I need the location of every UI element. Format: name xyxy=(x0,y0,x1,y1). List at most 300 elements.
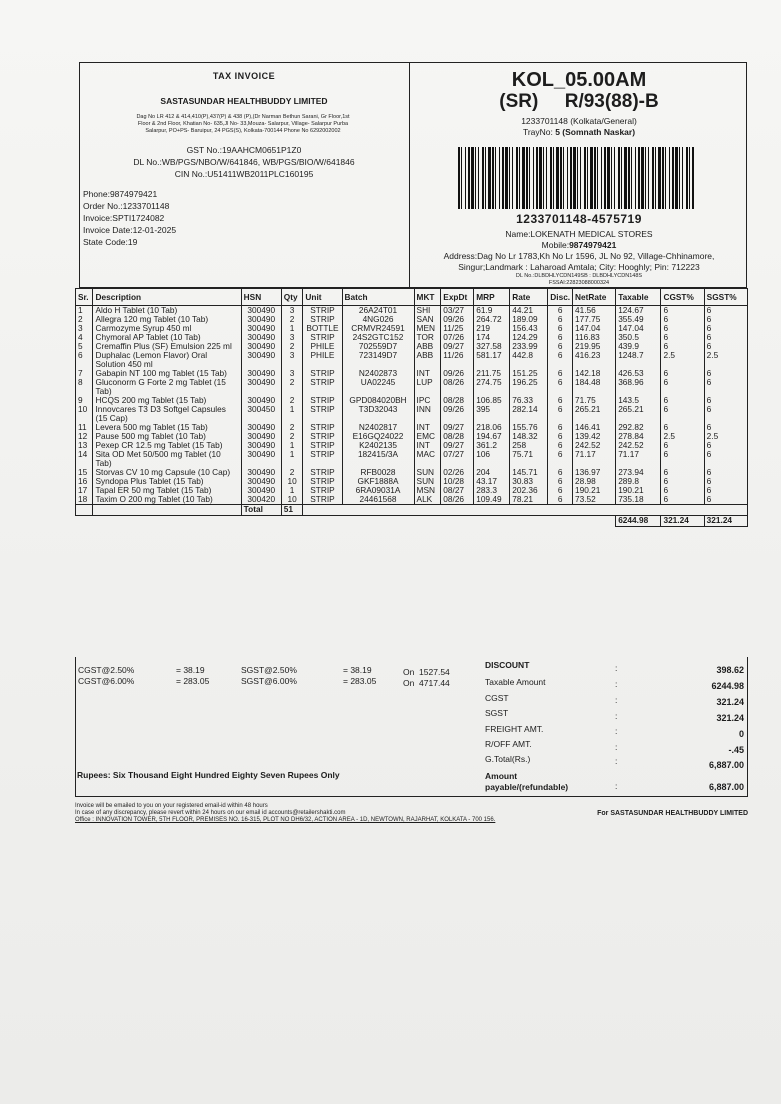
cell-rate: 76.33 xyxy=(510,396,548,405)
cell-expiry: 09/27 xyxy=(441,342,474,351)
total-label: Total xyxy=(241,505,281,516)
cell-description: Levera 500 mg Tablet (15 Tab) xyxy=(93,423,241,432)
cell-sgst-percent: 2.5 xyxy=(704,351,747,369)
barcode-bar xyxy=(675,147,678,209)
cell-sr: 6 xyxy=(76,351,93,369)
cell-qty: 2 xyxy=(281,468,303,477)
route-code: KOL_05.00AM xyxy=(511,69,647,91)
customer-fssai: FSSAI:22823088000324 xyxy=(548,280,610,286)
barcode-number: 1233701148-4575719 xyxy=(516,212,642,226)
cell-net-rate: 41.56 xyxy=(572,306,615,316)
cell-hsn: 300490 xyxy=(241,441,281,450)
cell-net-rate: 177.75 xyxy=(572,315,615,324)
amount-payable-value: 6,887.00 xyxy=(708,782,744,792)
cell-net-rate: 28.98 xyxy=(572,477,615,486)
cell-discount: 6 xyxy=(548,432,573,441)
cell-discount: 6 xyxy=(548,333,573,342)
cell-cgst-percent: 6 xyxy=(661,306,704,316)
cell-description: Sita OD Met 50/500 mg Tablet (10 Tab) xyxy=(93,450,241,468)
cell-cgst-percent: 6 xyxy=(661,342,704,351)
barcode-bar xyxy=(645,147,646,209)
barcode-bar xyxy=(587,147,588,209)
cell-sr: 1 xyxy=(76,306,93,316)
cell-net-rate: 73.52 xyxy=(572,495,615,505)
barcode-bar xyxy=(533,147,534,209)
cell-discount: 6 xyxy=(548,441,573,450)
cell-qty: 1 xyxy=(281,405,303,423)
cell-sr: 3 xyxy=(76,324,93,333)
cell-net-rate: 142.18 xyxy=(572,369,615,378)
cell-sgst-percent: 6 xyxy=(704,342,747,351)
cell-sgst-percent: 6 xyxy=(704,396,747,405)
items-table xyxy=(75,288,748,527)
barcode-bar xyxy=(614,147,615,209)
barcode-bar xyxy=(543,147,544,209)
cell-net-rate: 242.52 xyxy=(572,441,615,450)
cell-hsn: 300490 xyxy=(241,378,281,396)
barcode-bar xyxy=(580,147,581,209)
invoice-date: Invoice Date:12-01-2025 xyxy=(83,225,177,235)
sgst-label: SGST xyxy=(485,708,509,718)
barcode-bar xyxy=(665,147,666,209)
colon: : xyxy=(615,679,618,689)
colon: : xyxy=(615,663,618,673)
cell-cgst-percent: 6 xyxy=(661,486,704,495)
cell-expiry: 07/26 xyxy=(441,333,474,342)
cell-expiry: 03/27 xyxy=(441,306,474,316)
barcode-bar xyxy=(689,147,690,209)
cell-net-rate: 71.75 xyxy=(572,396,615,405)
cell-qty: 3 xyxy=(281,369,303,378)
dl-number: DL No.:WB/PGS/NBO/W/641846, WB/PGS/BIO/W/641846 xyxy=(133,157,355,167)
cell-unit: STRIP xyxy=(303,477,342,486)
cell-rate: 78.21 xyxy=(510,495,548,505)
cell-net-rate: 146.41 xyxy=(572,423,615,432)
cell-mkt: EMC xyxy=(414,432,441,441)
cell-mkt: SAN xyxy=(414,315,441,324)
cell-batch: 24S2GTC152 xyxy=(342,333,414,342)
sgst-value: 321.24 xyxy=(716,713,744,723)
barcode-bar xyxy=(635,147,636,209)
cell-mkt: LUP xyxy=(414,378,441,396)
cell-batch: 24461568 xyxy=(342,495,414,505)
cell-expiry: 07/27 xyxy=(441,450,474,468)
cell-sgst-percent: 6 xyxy=(704,333,747,342)
cell-rate: 202.36 xyxy=(510,486,548,495)
cell-expiry: 09/26 xyxy=(441,405,474,423)
cell-sr: 18 xyxy=(76,495,93,505)
barcode-bar xyxy=(536,147,538,209)
cell-cgst-percent: 6 xyxy=(661,324,704,333)
cell-discount: 6 xyxy=(548,477,573,486)
cell-mkt: MSN xyxy=(414,486,441,495)
cell-discount: 6 xyxy=(548,378,573,396)
cell-unit: STRIP xyxy=(303,450,342,468)
cell-expiry: 08/27 xyxy=(441,486,474,495)
cell-discount: 6 xyxy=(548,423,573,432)
cell-sr: 17 xyxy=(76,486,93,495)
cell-sgst-percent: 6 xyxy=(704,468,747,477)
tray-number: TrayNo: 5 (Somnath Naskar) xyxy=(522,127,636,137)
cell-hsn: 300420 xyxy=(241,495,281,505)
sgst-6-label: SGST@6.00% xyxy=(241,676,297,686)
grand-total-value: 6,887.00 xyxy=(708,760,744,770)
colon: : xyxy=(615,711,618,721)
invoice-number: Invoice:SPTI1724082 xyxy=(83,213,165,223)
cell-mkt: MAC xyxy=(414,450,441,468)
state-code: State Code:19 xyxy=(83,237,138,247)
cell-rate: 75.71 xyxy=(510,450,548,468)
cell-unit: STRIP xyxy=(303,423,342,432)
barcode-bar xyxy=(471,147,474,209)
cell-expiry: 11/25 xyxy=(441,324,474,333)
cell-qty: 10 xyxy=(281,477,303,486)
cell-hsn: 300450 xyxy=(241,405,281,423)
cell-qty: 3 xyxy=(281,333,303,342)
cell-sgst-percent: 6 xyxy=(704,486,747,495)
gst-number: GST No.:19AAHCM0651P1Z0 xyxy=(186,145,302,155)
seller-details xyxy=(80,63,408,287)
barcode-bar xyxy=(546,147,547,209)
cell-unit: STRIP xyxy=(303,369,342,378)
cell-qty: 2 xyxy=(281,423,303,432)
footer-email-note: Invoice will be emailed to you on your registered email-id within 48 hours xyxy=(75,803,268,809)
column-header-qty: Qty xyxy=(281,289,303,306)
cgst-25-label: CGST@2.50% xyxy=(78,665,135,675)
customer-address-line1: Address:Dag No Lr 1783,Kh No Lr 1596, JL No 92, Village-Chhinamore, xyxy=(443,251,715,261)
cell-description: Allegra 120 mg Tablet (10 Tab) xyxy=(93,315,241,324)
cell-taxable: 242.52 xyxy=(616,441,661,450)
cell-cgst-percent: 6 xyxy=(661,441,704,450)
cgst-label: CGST xyxy=(485,693,509,703)
barcode-bar xyxy=(641,147,644,209)
barcode-bar xyxy=(648,147,649,209)
taxable-on-6: On 4717.44 xyxy=(403,678,450,688)
barcode-bar xyxy=(638,147,640,209)
taxable-amount-label: Taxable Amount xyxy=(485,677,546,687)
order-number: Order No.:1233701148 xyxy=(83,201,170,211)
column-header-description: Description xyxy=(93,289,241,306)
barcode-bar xyxy=(478,147,479,209)
company-address: Dag No LR 412 & 414,410(P),437(P) & 438 (P),(Dr Narman Bethun Sarani, Gr Floor,1st Floor & 2nd Floor, Khatian No- 635,Jl No- 33,Mouza- Salarpur, Village- Salarpur Purba Salarpur, PO+PS- Baruipur, 24 PGS(S), Kolkata-700144 Phone No 6292002002 xyxy=(136,114,350,134)
cgst-6-label: CGST@6.00% xyxy=(78,676,135,686)
cell-rate: 233.99 xyxy=(510,342,548,351)
cell-sr: 7 xyxy=(76,369,93,378)
cell-rate: 44.21 xyxy=(510,306,548,316)
column-header-net-rate: NetRate xyxy=(572,289,615,306)
cell-sr: 2 xyxy=(76,315,93,324)
cell-hsn: 300490 xyxy=(241,333,281,342)
cgst-6-value: = 283.05 xyxy=(176,676,210,686)
barcode-bar xyxy=(495,147,496,209)
round-off-value: -.45 xyxy=(728,745,744,755)
barcode-bar xyxy=(556,147,559,209)
cell-taxable: 1248.7 xyxy=(616,351,661,369)
cell-batch: 6RA09031A xyxy=(342,486,414,495)
cell-rate: 258 xyxy=(510,441,548,450)
customer-mobile: Mobile:9874979421 xyxy=(541,240,617,250)
table-row xyxy=(76,351,748,369)
barcode-bar xyxy=(628,147,630,209)
column-header-cgst-percent: CGST% xyxy=(661,289,704,306)
for-company: For SASTASUNDAR HEALTHBUDDY LIMITED xyxy=(597,810,748,817)
cell-sr: 16 xyxy=(76,477,93,486)
table-row xyxy=(76,450,748,468)
barcode-bar xyxy=(509,147,510,209)
cell-batch: K2402135 xyxy=(342,441,414,450)
table-row xyxy=(76,378,748,396)
colon: : xyxy=(615,695,618,705)
cell-unit: STRIP xyxy=(303,432,342,441)
colon: : xyxy=(615,742,618,752)
cell-mkt: SHI xyxy=(414,306,441,316)
customer-name: Name:LOKENATH MEDICAL STORES xyxy=(505,229,653,239)
barcode-bar xyxy=(502,147,504,209)
barcode-bar xyxy=(597,147,598,209)
cell-description: Chymoral AP Tablet (10 Tab) xyxy=(93,333,241,342)
cell-net-rate: 265.21 xyxy=(572,405,615,423)
discount-label: DISCOUNT xyxy=(485,660,530,670)
barcode-bar xyxy=(499,147,500,209)
cell-sgst-percent: 2.5 xyxy=(704,432,747,441)
cell-unit: STRIP xyxy=(303,396,342,405)
cell-sgst-percent: 6 xyxy=(704,405,747,423)
cell-discount: 6 xyxy=(548,306,573,316)
cell-expiry: 09/27 xyxy=(441,441,474,450)
cell-sgst-percent: 6 xyxy=(704,441,747,450)
column-header-taxable: Taxable xyxy=(616,289,661,306)
cell-discount: 6 xyxy=(548,495,573,505)
cell-sr: 14 xyxy=(76,450,93,468)
cell-description: Pause 500 mg Tablet (10 Tab) xyxy=(93,432,241,441)
cell-unit: STRIP xyxy=(303,315,342,324)
cell-sr: 5 xyxy=(76,342,93,351)
barcode-bar xyxy=(550,147,552,209)
cell-sr: 12 xyxy=(76,432,93,441)
cell-hsn: 300490 xyxy=(241,396,281,405)
barcode-bar xyxy=(594,147,596,209)
cell-taxable: 124.67 xyxy=(616,306,661,316)
barcode-bar xyxy=(682,147,683,209)
cin-number: CIN No.:U51411WB2011PLC160195 xyxy=(174,169,314,179)
colon: : xyxy=(615,726,618,736)
grand-cgst: 321.24 xyxy=(661,516,704,527)
barcode-bar xyxy=(624,147,627,209)
barcode-bar xyxy=(584,147,586,209)
cell-mrp: 174 xyxy=(474,333,510,342)
cell-qty: 1 xyxy=(281,486,303,495)
cell-rate: 124.29 xyxy=(510,333,548,342)
cell-cgst-percent: 6 xyxy=(661,477,704,486)
discount-value: 398.62 xyxy=(716,665,744,675)
barcode-bar xyxy=(621,147,622,209)
cell-hsn: 300490 xyxy=(241,450,281,468)
cell-batch: 26A24T01 xyxy=(342,306,414,316)
cell-mrp: 106 xyxy=(474,450,510,468)
table-row xyxy=(76,495,748,505)
cell-hsn: 300490 xyxy=(241,342,281,351)
cell-expiry: 08/26 xyxy=(441,378,474,396)
cell-unit: STRIP xyxy=(303,378,342,396)
column-header-batch: Batch xyxy=(342,289,414,306)
cell-mkt: TOR xyxy=(414,333,441,342)
barcode-bar xyxy=(492,147,494,209)
footer-office-address: Office : INNOVATION TOWER, 5TH FLOOR, PREMISES NO. 16-315, PLOT NO DH6/32, ACTION AREA - 1D, NEWTOWN, RAJARHAT, KOLKATA - 700 156. xyxy=(75,817,496,823)
grand-sgst: 321.24 xyxy=(704,516,747,527)
barcode-bar xyxy=(560,147,562,209)
cell-expiry: 11/26 xyxy=(441,351,474,369)
cell-discount: 6 xyxy=(548,342,573,351)
cell-net-rate: 190.21 xyxy=(572,486,615,495)
cell-sgst-percent: 6 xyxy=(704,324,747,333)
cgst-value: 321.24 xyxy=(716,697,744,707)
sgst-25-value: = 38.19 xyxy=(343,665,372,675)
cell-rate: 189.09 xyxy=(510,315,548,324)
cell-mrp: 204 xyxy=(474,468,510,477)
cell-cgst-percent: 6 xyxy=(661,369,704,378)
cell-mrp: 106.85 xyxy=(474,396,510,405)
cell-sgst-percent: 6 xyxy=(704,369,747,378)
cell-discount: 6 xyxy=(548,396,573,405)
barcode xyxy=(458,147,694,209)
cell-net-rate: 184.48 xyxy=(572,378,615,396)
barcode-bar xyxy=(658,147,661,209)
cell-discount: 6 xyxy=(548,315,573,324)
barcode-bar xyxy=(686,147,688,209)
barcode-bar xyxy=(505,147,508,209)
cell-unit: STRIP xyxy=(303,495,342,505)
shipping-label xyxy=(409,63,748,287)
table-body xyxy=(76,306,748,505)
cell-unit: STRIP xyxy=(303,441,342,450)
cell-mkt: ABB xyxy=(414,351,441,369)
cell-rate: 442.8 xyxy=(510,351,548,369)
table-header-row xyxy=(76,289,748,306)
round-off-label: R/OFF AMT. xyxy=(485,739,532,749)
phone: Phone:9874979421 xyxy=(83,189,158,199)
document-title: TAX INVOICE xyxy=(212,71,276,81)
freight-label: FREIGHT AMT. xyxy=(485,724,544,734)
amount-payable-label-2: payable/(refundable) xyxy=(485,782,569,792)
column-header-unit: Unit xyxy=(303,289,342,306)
cell-sgst-percent: 6 xyxy=(704,378,747,396)
cell-rate: 156.43 xyxy=(510,324,548,333)
barcode-bar xyxy=(529,147,530,209)
cell-batch: N2402817 xyxy=(342,423,414,432)
table-row xyxy=(76,405,748,423)
cell-taxable: 426.53 xyxy=(616,369,661,378)
sgst-6-value: = 283.05 xyxy=(343,676,377,686)
cell-rate: 282.14 xyxy=(510,405,548,423)
cell-expiry: 08/28 xyxy=(441,432,474,441)
cell-qty: 2 xyxy=(281,396,303,405)
cell-discount: 6 xyxy=(548,369,573,378)
barcode-bar xyxy=(468,147,470,209)
cell-rate: 196.25 xyxy=(510,378,548,396)
barcode-bar xyxy=(539,147,542,209)
barcode-bar xyxy=(601,147,602,209)
cell-hsn: 300490 xyxy=(241,468,281,477)
cell-taxable: 350.5 xyxy=(616,333,661,342)
footer-discrepancy-note: In case of any discrepancy, please revert within 24 hours on our email id accounts@retailershakti.com xyxy=(75,810,346,816)
cell-mrp: 395 xyxy=(474,405,510,423)
freight-value: 0 xyxy=(738,729,744,739)
cell-qty: 2 xyxy=(281,378,303,396)
barcode-bar xyxy=(553,147,554,209)
cell-expiry: 10/28 xyxy=(441,477,474,486)
cell-sgst-percent: 6 xyxy=(704,495,747,505)
cell-sr: 15 xyxy=(76,468,93,477)
cell-expiry: 08/28 xyxy=(441,396,474,405)
cell-hsn: 300490 xyxy=(241,315,281,324)
cell-mkt: ABB xyxy=(414,342,441,351)
cell-hsn: 300490 xyxy=(241,477,281,486)
cell-net-rate: 136.97 xyxy=(572,468,615,477)
cell-mrp: 194.67 xyxy=(474,432,510,441)
cell-mkt: SUN xyxy=(414,477,441,486)
cell-rate: 148.32 xyxy=(510,432,548,441)
cell-hsn: 300490 xyxy=(241,324,281,333)
cell-batch: GKF1888A xyxy=(342,477,414,486)
cell-sr: 4 xyxy=(76,333,93,342)
cell-hsn: 300490 xyxy=(241,351,281,369)
cell-mkt: ALK xyxy=(414,495,441,505)
cell-hsn: 300490 xyxy=(241,432,281,441)
barcode-bar xyxy=(512,147,513,209)
cell-mrp: 218.06 xyxy=(474,423,510,432)
column-header-sgst-percent: SGST% xyxy=(704,289,747,306)
cell-discount: 6 xyxy=(548,405,573,423)
cell-description: Aldo H Tablet (10 Tab) xyxy=(93,306,241,316)
cell-taxable: 265.21 xyxy=(616,405,661,423)
cell-unit: BOTTLE xyxy=(303,324,342,333)
cell-mkt: INT xyxy=(414,441,441,450)
cell-taxable: 71.17 xyxy=(616,450,661,468)
cell-unit: STRIP xyxy=(303,468,342,477)
cell-sgst-percent: 6 xyxy=(704,450,747,468)
column-header-sr: Sr. xyxy=(76,289,93,306)
barcode-bar xyxy=(590,147,593,209)
cell-description: Gluconorm G Forte 2 mg Tablet (15 Tab) xyxy=(93,378,241,396)
cell-rate: 155.76 xyxy=(510,423,548,432)
cell-description: Innovcares T3 D3 Softgel Capsules (15 Cap) xyxy=(93,405,241,423)
cell-rate: 145.71 xyxy=(510,468,548,477)
cell-sr: 11 xyxy=(76,423,93,432)
cell-qty: 2 xyxy=(281,342,303,351)
cell-discount: 6 xyxy=(548,468,573,477)
barcode-bar xyxy=(519,147,520,209)
barcode-bar xyxy=(604,147,606,209)
barcode-bar xyxy=(607,147,610,209)
cell-description: Duphalac (Lemon Flavor) Oral Solution 450 ml xyxy=(93,351,241,369)
cell-rate: 30.83 xyxy=(510,477,548,486)
cell-hsn: 300490 xyxy=(241,369,281,378)
cell-sr: 10 xyxy=(76,405,93,423)
cell-taxable: 292.82 xyxy=(616,423,661,432)
cell-mkt: INN xyxy=(414,405,441,423)
cell-qty: 3 xyxy=(281,306,303,316)
cell-cgst-percent: 6 xyxy=(661,315,704,324)
cell-cgst-percent: 6 xyxy=(661,450,704,468)
cell-mrp: 109.49 xyxy=(474,495,510,505)
cell-qty: 3 xyxy=(281,351,303,369)
cell-qty: 10 xyxy=(281,495,303,505)
cell-cgst-percent: 6 xyxy=(661,396,704,405)
cell-unit: PHILE xyxy=(303,351,342,369)
barcode-bar xyxy=(611,147,612,209)
cell-mrp: 61.9 xyxy=(474,306,510,316)
cell-mkt: MEN xyxy=(414,324,441,333)
